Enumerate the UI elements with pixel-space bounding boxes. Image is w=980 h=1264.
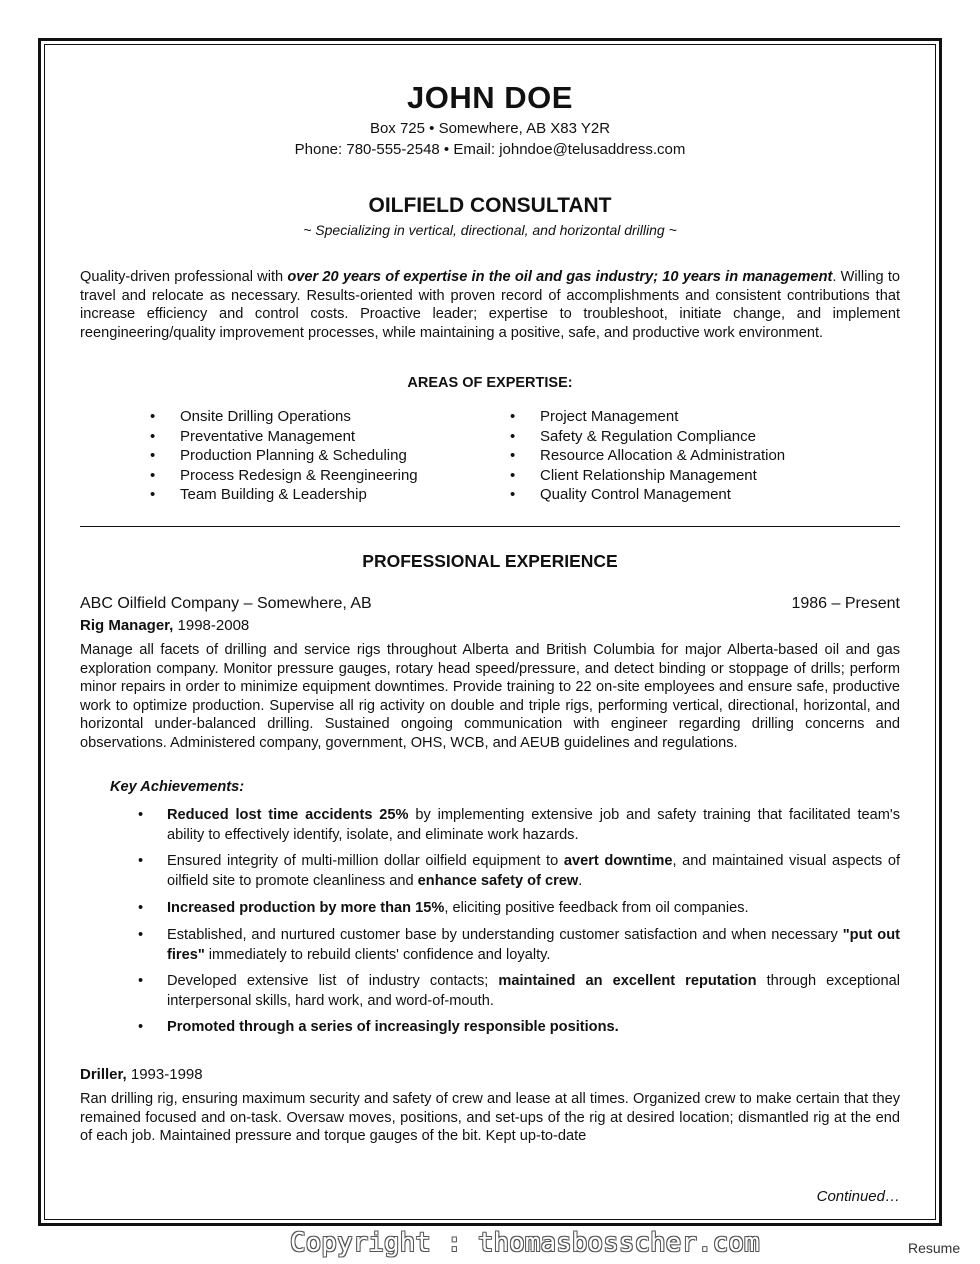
expertise-list-left <box>150 408 480 506</box>
rig-manager-description: Manage all facets of drilling and service rigs throughout Alberta and British Columbia for major Alberta-based oil and gas exploration company. Monitor pressure gauges, rotary head speed/pressure, and detect binding or stoppage of drills; perform minor repairs in order to minimize equipment downtimes. Provide training to 22 on-site employees and ensure safe, productive work to optimize production. Supervise all rig activity on double and triple rigs, performing vertical, directional, horizontal, and horizontal under-balanced drilling. Sustained ongoing communication with engineer regarding drilling concerns and observations. Administered company, government, OHS, WCB, and AEUB guidelines and regulations. <box>80 642 900 751</box>
specialization-subtitle: ~ Specializing in vertical, directional, and horizontal drilling ~ <box>303 222 677 238</box>
role-rig-manager <box>80 617 249 634</box>
candidate-name: JOHN DOE <box>407 80 573 115</box>
achievement-item: • Increased production by more than 15%, eliciting positive feedback from oil companies. <box>138 900 749 916</box>
expertise-item: • Production Planning & Scheduling <box>150 447 480 467</box>
expertise-item: • Safety & Regulation Compliance <box>510 428 870 448</box>
driller-description: Ran drilling rig, ensuring maximum security and safety of crew and lease at all times. Organized crew to make certain that they remained focused and on-task. Oversaw moves, positions, and set-ups of the rig at desired location; dismantled rig at the end of each job. Maintained pressure and torque gauges of the bit. Kept up-to-date <box>80 1091 900 1144</box>
role-years: 1998-2008 <box>173 617 250 634</box>
achievement-item: • Developed extensive list of industry contacts; maintained an excellent reputation through exceptional interpersonal skills, hard work, and word-of-mouth. <box>138 973 900 1009</box>
expertise-item: • Quality Control Management <box>510 486 870 506</box>
expertise-item: • Process Redesign & Reengineering <box>150 467 480 487</box>
expertise-item: • Client Relationship Management <box>510 467 870 487</box>
job-title: OILFIELD CONSULTANT <box>368 194 612 217</box>
expertise-item: • Resource Allocation & Administration <box>510 447 870 467</box>
summary-paragraph <box>80 268 900 342</box>
expertise-item: • Project Management <box>510 408 870 428</box>
achievement-item: • Promoted through a series of increasingly responsible positions. <box>138 1019 619 1035</box>
section-divider <box>80 526 900 527</box>
role-driller <box>80 1066 203 1083</box>
achievement-item: • Established, and nurtured customer base by understanding customer satisfaction and when necessary "put out fires" immediately to rebuild clients' confidence and loyalty. <box>138 927 900 963</box>
expertise-item: • Team Building & Leadership <box>150 486 480 506</box>
summary-rest: . Willing to travel and relocate as necessary. Results-oriented with proven record of accomplishments and consistent contributions that increase efficiency and control costs. Proactive leader; expertise to troubleshoot, initiate change, and implement reengineering/quality improvement processes, while maintaining a positive, safe, and productive work environment. <box>80 269 901 341</box>
expertise-heading: AREAS OF EXPERTISE: <box>407 375 573 391</box>
expertise-item: • Onsite Drilling Operations <box>150 408 480 428</box>
expertise-item: • Preventative Management <box>150 428 480 448</box>
phone-email-line: Phone: 780-555-2548 • Email: johndoe@telusaddress.com <box>294 141 686 158</box>
role-title: Rig Manager, <box>80 617 174 634</box>
achievement-item: • Reduced lost time accidents 25% by implementing extensive job and safety training that facilitated team's ability to effectively identify, isolate, and eliminate work hazards. <box>138 807 900 843</box>
achievement-item: • Ensured integrity of multi-million dollar oilfield equipment to avert downtime, and maintained visual aspects of oilfield site to promote cleanliness and enhance safety of crew. <box>138 853 901 889</box>
experience-heading: PROFESSIONAL EXPERIENCE <box>362 551 618 571</box>
address-line: Box 725 • Somewhere, AB X83 Y2R <box>369 120 611 137</box>
resume-corner-tag: Resume <box>908 1240 961 1256</box>
role-years: 1993-1998 <box>126 1066 203 1083</box>
continued-note: Continued… <box>816 1188 900 1205</box>
company-name: ABC Oilfield Company – Somewhere, AB <box>80 595 372 612</box>
copyright-watermark: Copyright : thomasbosscher.com <box>290 1228 760 1258</box>
employment-dates: 1986 – Present <box>791 595 900 612</box>
summary-highlight: over 20 years of expertise in the oil and gas industry; 10 years in management <box>287 269 833 285</box>
expertise-list-right <box>510 408 870 506</box>
summary-lead: Quality-driven professional with <box>80 269 288 285</box>
role-title: Driller, <box>80 1066 127 1083</box>
key-achievements-heading: Key Achievements: <box>110 779 245 795</box>
